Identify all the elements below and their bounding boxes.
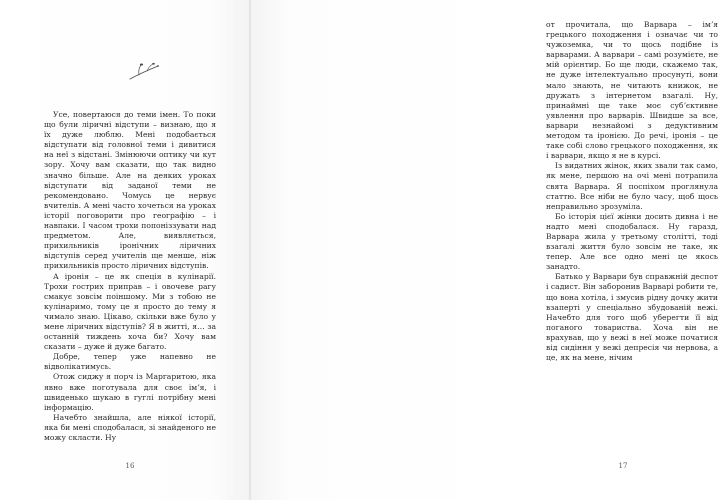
- left-page-text: [44, 110, 216, 443]
- page-number-left: 16: [125, 462, 135, 470]
- twig-sprout-icon: [127, 60, 161, 82]
- left-page: [0, 0, 249, 500]
- paragraph: Усе, повертаюся до теми імен. То поки що були ліричні відступи – визнаю, що я їх дуже люблю. Мені подобається відступати від головної теми і дивитися на неї з відстані. Змінюючи оптику чи кут зору. Хочу вам сказати, що так видно значно більше. Але на деяких уроках відступати від заданої теми не рекомендовано. Чомусь це нервує вчителів. А мені часто хочеться на уроках історії поговорити про географію – і навпаки. І часом трохи попоніззувати над предметом. Але, виявляється, прихильників іронічних ліричних відступів серед учителів ще менше, ніж прихильників просто ліричних відступів.: [44, 110, 216, 271]
- paragraph: Батько у Варвари був справжній деспот і садист. Він заборонив Варварі робити те, що вона хотіла, і змусив рідну дочку жити взаперті у спеціально збудованій вежі. Начебто для того щоб уберегти її від поганого товариства. Хоча він не врахував, що у вежі в неї може початися від сидіння у вежі депресія чи нервова, а це, як на мене, нічим: [546, 272, 718, 363]
- paragraph: Начебто знайшла, але ніякої історії, яка би мені сподобалася, зі знайденого не можу скласти. Ну: [44, 412, 216, 442]
- paragraph: Бо історія цієї жінки досить дивна і не надто мені сподобалася. Ну гаразд, Варвара жила у третьому столітті, тоді взагалі життя було зовсім не таке, як тепер. Але все одно мені це якось занадто.: [546, 211, 718, 272]
- paragraph: Отож сиджу я порч із Маргаритою, яка явно вже поготувала для своє імʼя, і швиденько шукаю в гуглі потрібну мені інформацію.: [44, 372, 216, 412]
- paragraph: Із видатних жінок, яких звали так само, як мене, першою на очі мені потрапила свята Варвара. Я поспіхом проглянула статтю. Все ніби не було часу, щоб щось неправильно зрозуміла.: [546, 161, 718, 211]
- paragraph: А іронія – це як спеція в кулінарії. Трохи гострих приправ – і овочеве рагу смакує зовсім поіншому. Ми з тобою не кулінаримо, тому це я просто до тему я чимало знаю. Цікаво, скільки вже було у мене ліричних відступів? Я в житті, я… за останній тиждень хоча би? Хочу вам сказати – дуже й дуже багато.: [44, 271, 216, 352]
- page-number-right: 17: [618, 462, 628, 470]
- paragraph: от прочитала, що Варвара – імʼя грецького походження і означає чи то чужоземка, чи то щось подібне із варварами. А варвари – самі розумієте, не мій орієнтир. Бо ще люди, скажемо так, не дуже інтелектуально просунуті, вони мало знають, не читають книжок, не дружать з інтернетом взагалі. Ну, принаймні ще таке моє субʼєктивне уявлення про варварів. Швидше за все, варвари незнайомі з дедуктивним методом та іронією. До речі, іронія – це таке собі слово грецького походження, як і варвари, якщо я не в курсі.: [546, 20, 718, 161]
- paragraph: Добре, тепер уже напевно не відволікатимусь.: [44, 352, 216, 372]
- right-page-text: [546, 20, 718, 363]
- right-page: [251, 0, 718, 500]
